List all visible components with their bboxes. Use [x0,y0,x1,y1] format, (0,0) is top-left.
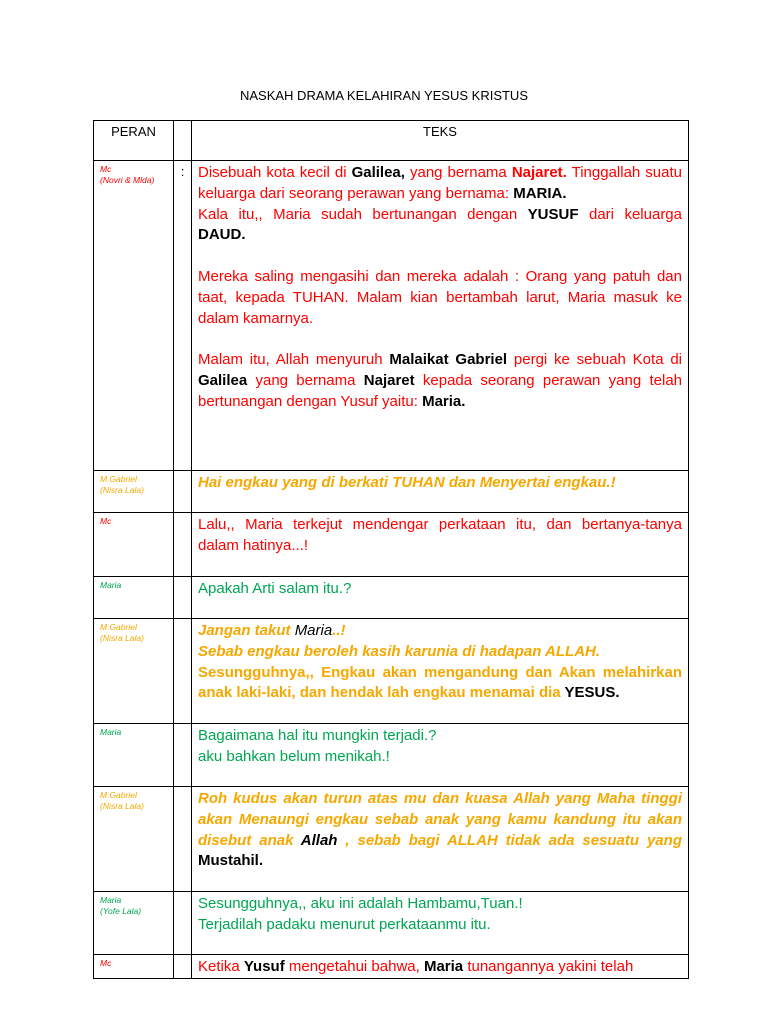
character-name: Maria. [422,392,466,410]
place-name: Najaret. [511,164,567,181]
character-name: YUSUF [527,205,579,223]
role-cell [94,161,174,471]
role-cell [94,619,174,724]
header-gap [174,121,192,161]
role-name: Mc [100,164,112,174]
place-name: Najaret [363,371,415,389]
colon-cell: : [174,161,192,471]
text-line: Sebab engkau beroleh kasih karunia di hadapan ALLAH. [198,642,601,660]
table-row [94,161,689,471]
role-name: M.Gabriel [100,790,137,800]
character-name: Maria [423,958,464,975]
text-span: yang bernama [404,164,512,181]
text-span: Mustahil. [198,852,264,870]
character-name: YESUS. [564,684,620,702]
role-name: M.Gabriel [100,622,137,632]
text-cell: Hai engkau yang di berkati TUHAN dan Menyertai engkau.! [192,471,689,513]
role-name: Mc [100,958,112,968]
text-cell [192,892,689,955]
character-name: DAUD. [198,226,246,244]
text-cell: Apakah Arti salam itu.? [192,577,689,619]
table-row [94,619,689,724]
role-cell [94,955,174,979]
role-cell [94,724,174,787]
role-name: Maria [100,727,122,737]
paragraph [198,350,682,412]
text-cell [192,161,689,471]
colon-cell [174,471,192,513]
text-line: Sesungguhnya,, aku ini adalah Hambamu,Tuan.! [198,895,523,912]
text-span: , sebab bagi ALLAH tidak ada sesuatu yang [337,831,682,849]
role-actor: (Nisra Lala) [100,801,144,811]
text-cell: Lalu,, Maria terkejut mendengar perkataan itu, dan bertanya-tanya dalam hatinya...! [192,513,689,577]
paragraph: Mereka saling mengasihi dan mereka adalah : Orang yang patuh dan taat, kepada TUHAN. Malam kian bertambah larut, Maria masuk ke dalam kamarnya. [198,267,682,327]
script-table [93,120,689,979]
text-span: dari keluarga [578,205,682,223]
character-name: Malaikat Gabriel [389,351,508,369]
document-title: NASKAH DRAMA KELAHIRAN YESUS KRISTUS [239,88,528,103]
text-span: kepada seorang perawan yang telah bertunangan dengan Yusuf yaitu: [198,371,683,410]
text-span: Sesungguhnya,, Engkau akan mengandung dan Akan melahirkan anak laki-laki, dan hendak lah engkau menamai dia [198,663,682,702]
header-role: PERAN [94,121,174,161]
text-span: yang bernama [247,371,364,389]
text-span: pergi ke sebuah Kota di [507,351,683,369]
table-row [94,577,689,619]
text-span: Roh kudus akan turun atas mu dan kuasa Allah yang Maha tinggi akan Menaungi engkau sebab anak yang kamu kandung itu akan disebut anak [198,790,682,849]
role-name: M.Gabriel [100,474,137,484]
text-span: Tinggallah suatu keluarga dari seorang perawan yang bernama: [198,164,683,202]
header-text: TEKS [192,121,689,161]
place-name: Galilea, [351,164,405,181]
table-header-row [94,121,689,161]
role-name: Mc [100,516,112,526]
colon-cell [174,513,192,577]
table-row [94,787,689,892]
role-name: Maria [100,895,122,905]
text-line [198,621,682,642]
colon-cell [174,892,192,955]
role-actor: (Novri & Mlda) [100,175,155,185]
text-line [198,663,682,705]
text-span: Kala itu,, Maria sudah bertunangan dengan [198,205,528,223]
colon-cell [174,577,192,619]
role-cell [94,471,174,513]
role-actor: (Yofe Lala) [100,906,142,916]
role-actor: (Nisra Lala) [100,633,144,643]
text-line: aku bahkan belum menikah.! [198,747,390,765]
text-span: Jangan takut [198,622,295,639]
text-cell [192,619,689,724]
character-name: Maria [294,622,333,639]
role-cell [94,787,174,892]
text-span: Disebuah kota kecil di [198,164,352,181]
role-actor: (Nisra Lala) [100,485,144,495]
text-cell [192,955,689,979]
colon-cell [174,619,192,724]
colon-cell [174,955,192,979]
paragraph [198,163,682,246]
text-cell [192,787,689,892]
text-span: tunangannya yakini telah [463,958,634,975]
table-row [94,892,689,955]
text-line: Terjadilah padaku menurut perkataanmu itu. [198,915,491,933]
table-row [94,724,689,787]
role-cell [94,577,174,619]
character-name: Yusuf [243,958,285,975]
character-name: MARIA. [513,184,567,202]
role-cell [94,513,174,577]
table-row [94,513,689,577]
text-span: Malam itu, Allah menyuruh [198,351,390,369]
colon-cell [174,724,192,787]
text-span: Ketika [198,958,244,975]
colon-cell [174,787,192,892]
role-cell [94,892,174,955]
text-span: ..! [332,622,346,639]
table-row [94,471,689,513]
table-row [94,955,689,979]
role-name: Maria [100,580,122,590]
text-cell [192,724,689,787]
text-span: mengetahui bahwa, [284,958,424,975]
text-line: Bagaimana hal itu mungkin terjadi.? [198,727,437,744]
place-name: Galilea [198,371,248,389]
character-name: Allah [300,831,338,849]
